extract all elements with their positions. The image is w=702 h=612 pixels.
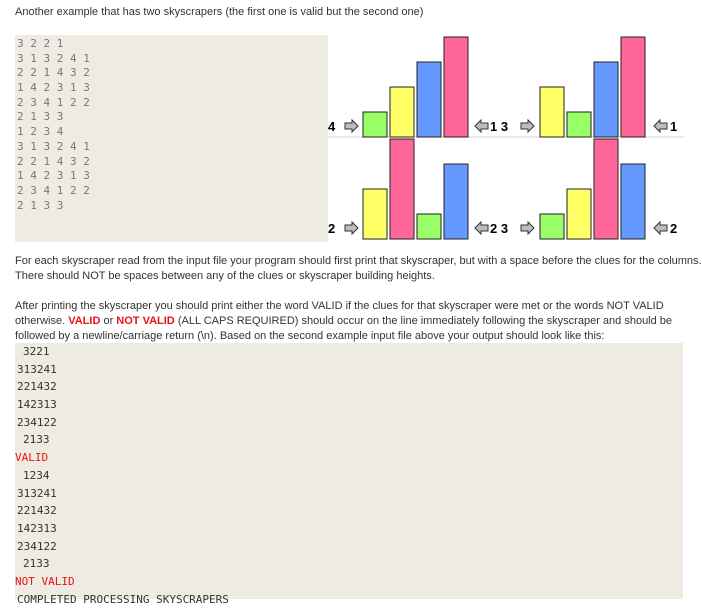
output-row: 142313	[17, 521, 57, 535]
para2-line3: followed by a newline/carriage return (\n). Based on the second example input file above your output should look like this:	[15, 330, 605, 342]
left-arrow-icon	[475, 222, 488, 234]
input-line: 3 1 3 2 4 1	[17, 139, 90, 153]
para1-line1: For each skyscraper read from the input file your program should first print that skyscraper, but with a space before the clues for the columns.	[15, 255, 702, 267]
paragraph-valid-instructions	[15, 299, 672, 344]
right-arrow-icon	[345, 120, 358, 132]
middle-clue: 2 3	[490, 221, 509, 236]
left-arrow-icon	[654, 120, 667, 132]
building-bar	[594, 139, 618, 239]
middle-clue: 1 3	[490, 119, 509, 134]
input-line: 2 2 1 4 3 2	[17, 154, 90, 168]
output-verdict-valid: VALID	[15, 451, 49, 465]
output-completed-line: COMPLETED PROCESSING SKYSCRAPERS	[17, 592, 229, 606]
building-bar	[567, 112, 591, 137]
building-bar	[363, 112, 387, 137]
output-row: 221432	[17, 380, 57, 394]
input-line: 3 2 2 1	[17, 37, 64, 50]
left-arrow-icon	[654, 222, 667, 234]
output-bottom-clues: 2133	[23, 557, 50, 571]
input-code-block	[15, 35, 328, 242]
output-row: 234122	[17, 415, 57, 429]
input-line: 1 2 3 4	[17, 125, 64, 139]
building-bar	[417, 214, 441, 239]
output-row: 221432	[17, 504, 57, 518]
para2-line2-pre: otherwise.	[15, 315, 69, 327]
para2-line2	[15, 314, 672, 329]
right-clue: 1	[670, 119, 678, 134]
right-arrow-icon	[521, 222, 534, 234]
left-clue: 2	[328, 221, 336, 236]
right-arrow-icon	[345, 222, 358, 234]
left-arrow-icon	[475, 120, 488, 132]
building-bar	[444, 37, 468, 137]
input-line: 2 3 4 1 2 2	[17, 95, 90, 109]
left-clue: 4	[328, 119, 336, 134]
intro-text: Another example that has two skyscrapers (the first one is valid but the second one)	[15, 6, 424, 18]
output-row: 234122	[17, 539, 57, 553]
output-code-block	[15, 343, 683, 606]
output-top-clues: 1234	[23, 468, 50, 482]
building-bar	[621, 164, 645, 239]
right-clue: 2	[670, 221, 678, 236]
right-arrow-icon	[521, 120, 534, 132]
input-line: 3 1 3 2 4 1	[17, 51, 90, 65]
output-top-clues: 3221	[23, 345, 50, 358]
building-bar	[621, 37, 645, 137]
para2-or: or	[100, 315, 117, 327]
input-line: 2 2 1 4 3 2	[17, 66, 90, 80]
para1-line2: There should NOT be spaces between any of the clues or skyscraper building heights.	[15, 270, 435, 282]
building-bar	[363, 189, 387, 239]
para2-line1: After printing the skyscraper you should print either the word VALID if the clues for that skyscraper were met or the words NOT VALID	[15, 300, 664, 312]
skyscraper-diagram	[328, 0, 702, 250]
building-bar	[390, 139, 414, 239]
output-bottom-clues: 2133	[23, 433, 50, 447]
paragraph-print-instructions	[15, 254, 702, 284]
valid-keyword: VALID	[68, 315, 101, 327]
not-valid-keyword: NOT VALID	[116, 315, 175, 327]
building-bar	[540, 214, 564, 239]
building-bar	[417, 62, 441, 137]
para2-line2-post: (ALL CAPS REQUIRED) should occur on the line immediately following the skyscraper and should be	[174, 315, 673, 327]
building-bar	[594, 62, 618, 137]
input-line: 2 3 4 1 2 2	[17, 183, 90, 197]
output-row: 142313	[17, 398, 57, 412]
input-line: 1 4 2 3 1 3	[17, 81, 90, 95]
building-bar	[390, 87, 414, 137]
output-row: 313241	[17, 362, 57, 376]
input-line: 1 4 2 3 1 3	[17, 169, 90, 183]
output-row: 313241	[17, 486, 57, 500]
output-verdict-not-valid: NOT VALID	[15, 574, 75, 588]
input-line: 2 1 3 3	[17, 198, 64, 212]
building-bar	[540, 87, 564, 137]
building-bar	[444, 164, 468, 239]
building-bar	[567, 189, 591, 239]
input-line: 2 1 3 3	[17, 110, 64, 124]
